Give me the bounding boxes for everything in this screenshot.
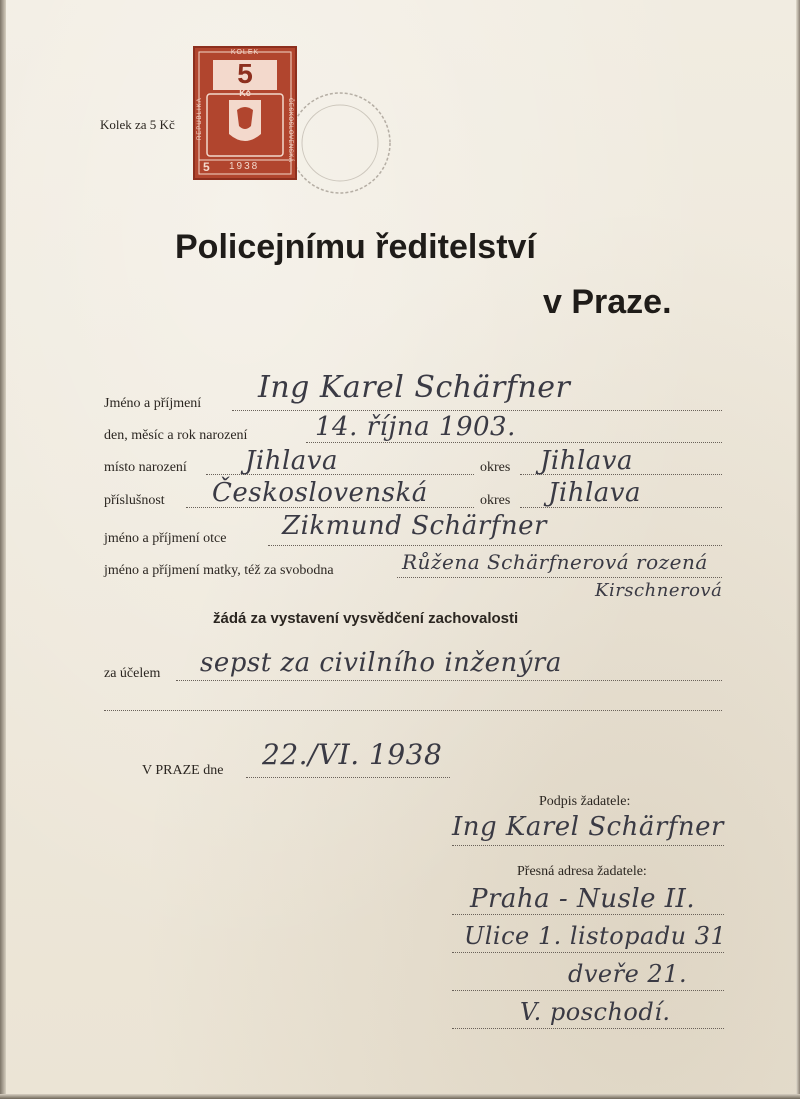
address-label: Přesná adresa žadatele: (517, 864, 647, 879)
mother-label: jméno a příjmení matky, též za svobodna (104, 563, 334, 578)
paper-edge-right (796, 0, 800, 1099)
name-dotted-line (232, 410, 722, 411)
birthplace-district-label: okres (480, 460, 511, 475)
revenue-stamp (193, 46, 297, 180)
stamp-bottom-value: 5 (203, 160, 210, 174)
father-dotted-line (268, 545, 722, 546)
address-dotted-line-4 (452, 1028, 724, 1029)
address-line-1: Praha - Nusle II. (470, 884, 696, 914)
address-dotted-line-3 (452, 990, 724, 991)
father-value: Zikmund Schärfner (282, 511, 547, 541)
stamp-value: 5 (237, 58, 253, 89)
postmark-cancellation (285, 88, 395, 198)
birthplace-district-value: Jihlava (540, 446, 633, 476)
stamp-bottom-year: 1938 (229, 161, 260, 172)
date-dotted-line (246, 777, 450, 778)
citizenship-district-value: Jihlava (548, 478, 641, 508)
stamp-side-left: REPUBLIKA (197, 97, 203, 140)
mother-value-line2: Kirschnerová (595, 580, 723, 601)
signature-dotted-line (452, 845, 724, 846)
address-line-4: V. poschodí. (520, 998, 671, 1026)
address-dotted-line-1 (452, 914, 724, 915)
date-value: 22./VI. 1938 (262, 738, 443, 771)
paper-edge-left (0, 0, 6, 1099)
purpose-label: za účelem (104, 666, 161, 681)
address-line-3: dveře 21. (568, 960, 688, 988)
birthplace-value: Jihlava (245, 446, 338, 476)
purpose-dotted-line (176, 680, 722, 681)
name-label: Jméno a příjmení (104, 396, 202, 411)
signature-value: Ing Karel Schärfner (452, 812, 724, 842)
address-line-2: Ulice 1. listopadu 31 (464, 922, 727, 950)
citizenship-label: příslušnost (104, 493, 165, 508)
birthplace-label: místo narození (104, 460, 187, 475)
mother-value-line1: Růžena Schärfnerová rozená (402, 550, 708, 574)
citizenship-district-label: okres (480, 493, 511, 508)
name-value: Ing Karel Schärfner (258, 370, 571, 405)
document-title-line1: Policejnímu ředitelství (175, 228, 536, 266)
purpose-value: sepst za civilního inženýra (200, 648, 562, 678)
signature-label: Podpis žadatele: (539, 794, 631, 809)
stamp-top-text: KOLEK (230, 49, 260, 56)
birth-date-dotted-line (306, 442, 722, 443)
purpose-second-dotted-line (104, 710, 722, 711)
stamp-caption: Kolek za 5 Kč (100, 117, 175, 132)
address-dotted-line-2 (452, 952, 724, 953)
father-label: jméno a příjmení otce (104, 531, 227, 546)
stamp-currency: Kč (239, 88, 251, 98)
birth-date-value: 14. října 1903. (315, 412, 516, 442)
document-title-line2: v Praze. (543, 283, 672, 321)
request-statement: žádá za vystavení vysvědčení zachovalosti (213, 610, 519, 627)
stamp-side-right: ČESKOSLOVENSKÁ (287, 98, 293, 163)
paper-edge-bottom (0, 1094, 800, 1099)
citizenship-value: Československá (212, 478, 428, 508)
mother-dotted-line (397, 577, 722, 578)
date-label: V PRAZE dne (142, 763, 224, 778)
birth-date-label: den, měsíc a rok narození (104, 428, 248, 443)
